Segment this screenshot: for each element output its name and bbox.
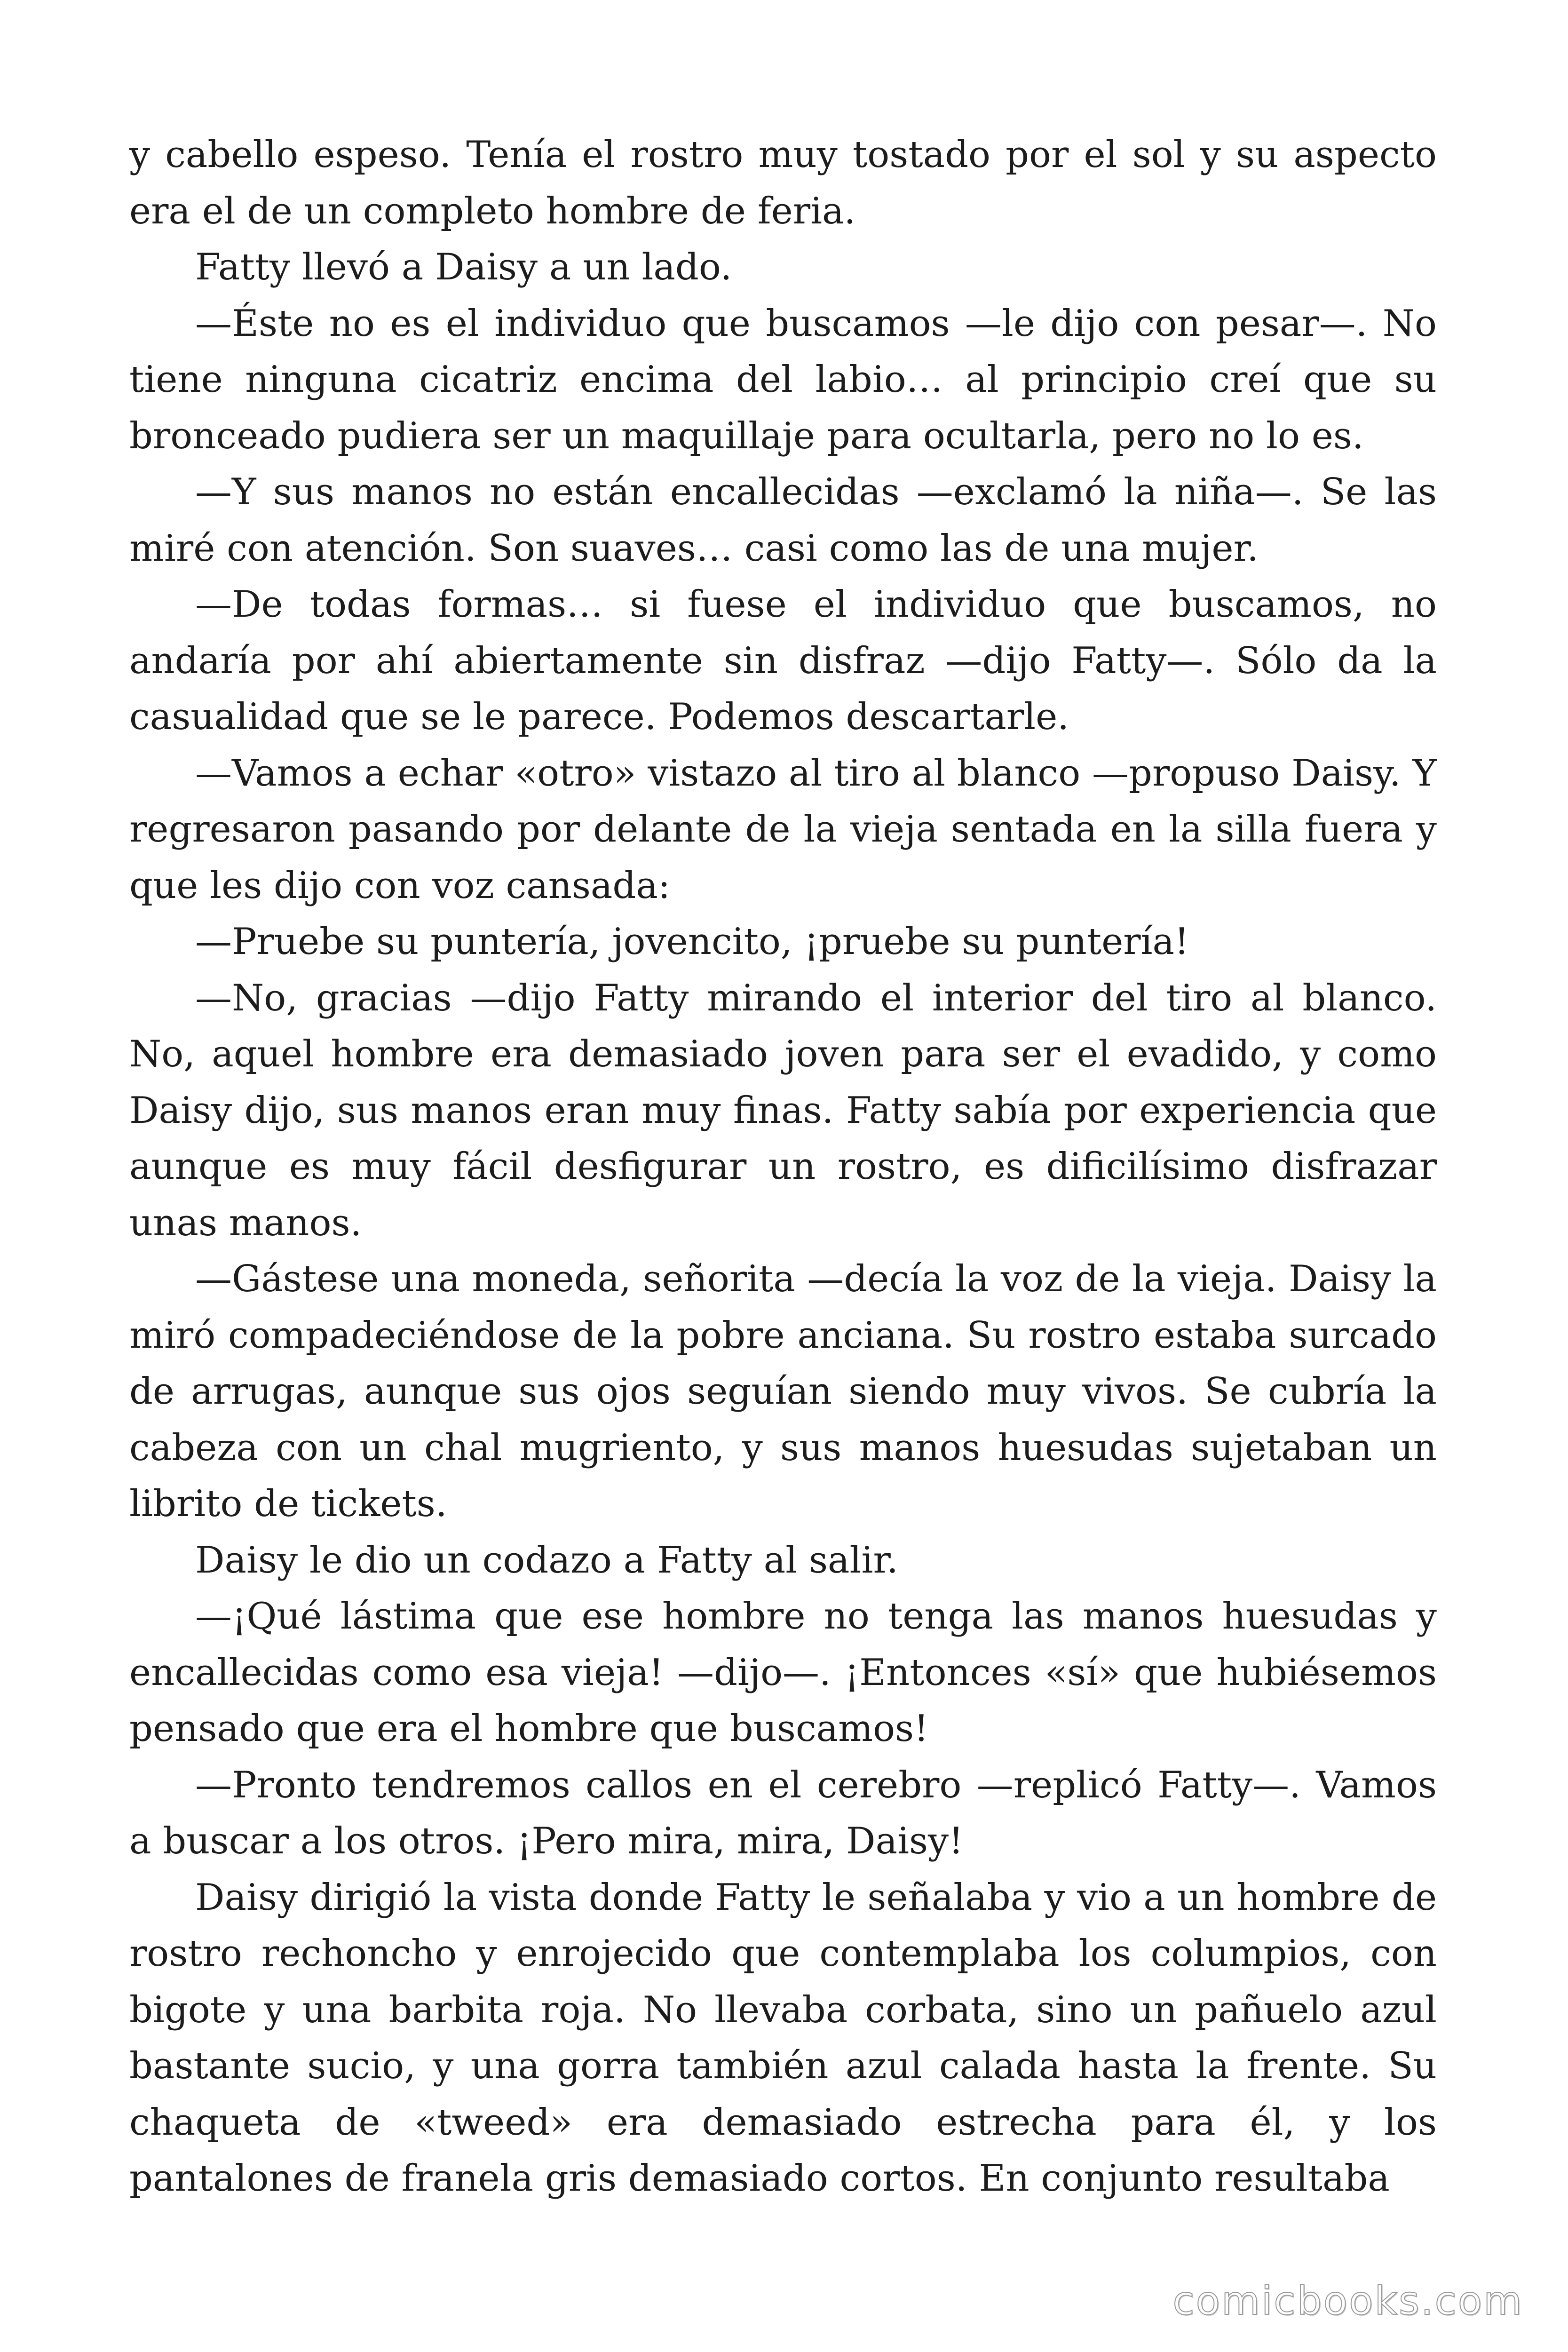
paragraph-10: Daisy le dio un codazo a Fatty al salir.: [195, 1539, 898, 1581]
paragraph-12: —Pronto tendremos callos en el cerebro —replicó Fatty—. Vamos a buscar a los otros. ¡Pero mira, mira, Daisy!: [129, 1764, 1437, 1862]
paragraph-7: —Pruebe su puntería, jovencito, ¡pruebe su puntería!: [195, 921, 1189, 963]
paragraph-13: Daisy dirigió la vista donde Fatty le señalaba y vio a un hombre de rostro rechoncho y enrojecido que contemplaba los columpios, con bigote y una barbita roja. No llevaba corbata, sino un pañuelo azul bastante sucio, y una gorra también azul calada hasta la frente. Su chaqueta de «tweed» era demasiado estrecha para él, y los pantalones de franela gris demasiado cortos. En conjunto resultaba: [129, 1876, 1437, 2200]
paragraph-4: —Y sus manos no están encallecidas —exclamó la niña—. Se las miré con atención. Son suaves… casi como las de una mujer.: [129, 471, 1437, 570]
paragraph-2: Fatty llevó a Daisy a un lado.: [195, 246, 732, 288]
paragraph-9: —Gástese una moneda, señorita —decía la voz de la vieja. Daisy la miró compadeciéndose de la pobre anciana. Su rostro estaba surcado de arrugas, aunque sus ojos seguían siendo muy vivos. Se cubría la cabeza con un chal mugriento, y sus manos huesudas sujetaban un librito de tickets.: [129, 1258, 1437, 1525]
watermark: comicbooks.com: [1172, 2278, 1523, 2324]
paragraph-6: —Vamos a echar «otro» vistazo al tiro al blanco —propuso Daisy. Y regresaron pasando por delante de la vieja sentada en la silla fuera y que les dijo con voz cansada:: [129, 752, 1437, 907]
paragraph-3: —Éste no es el individuo que buscamos —le dijo con pesar—. No tiene ninguna cicatriz encima del labio… al principio creí que su bronceado pudiera ser un maquillaje para ocultarla, pero no lo es.: [129, 302, 1437, 457]
paragraph-8: —No, gracias —dijo Fatty mirando el interior del tiro al blanco. No, aquel hombre era demasiado joven para ser el evadido, y como Daisy dijo, sus manos eran muy finas. Fatty sabía por experiencia que aunque es muy fácil desfigurar un rostro, es dificilísimo disfrazar unas manos.: [129, 977, 1437, 1244]
paragraph-1: y cabello espeso. Tenía el rostro muy tostado por el sol y su aspecto era el de un completo hombre de feria.: [129, 134, 1437, 232]
paragraph-11: —¡Qué lástima que ese hombre no tenga las manos huesudas y encallecidas como esa vieja! —dijo—. ¡Entonces «sí» que hubiésemos pensado que era el hombre que buscamos!: [129, 1595, 1437, 1750]
paragraph-5: —De todas formas… si fuese el individuo que buscamos, no andaría por ahí abiertamente sin disfraz —dijo Fatty—. Sólo da la casualidad que se le parece. Podemos descartarle.: [129, 583, 1437, 738]
page-body: [129, 127, 1437, 2207]
